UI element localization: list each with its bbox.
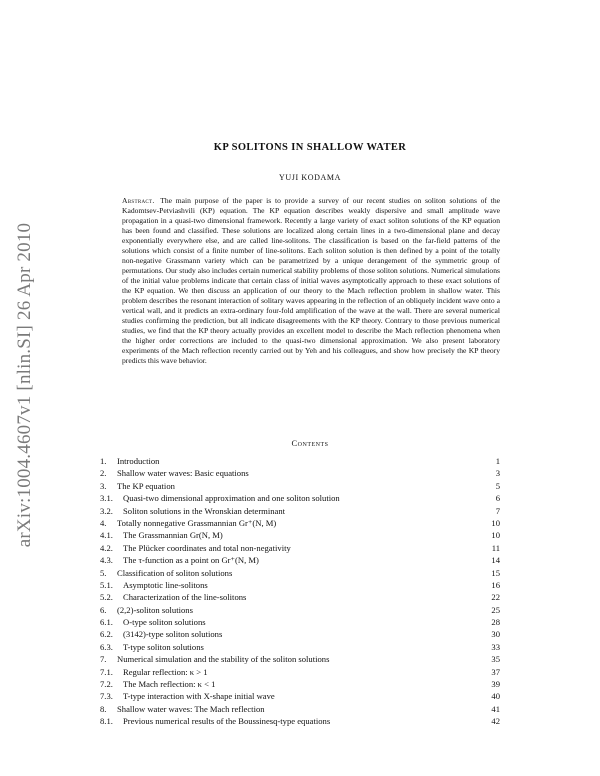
arxiv-identifier: arXiv:1004.4607v1 [nlin.SI] 26 Apr 2010: [14, 222, 36, 548]
abstract-text: The main purpose of the paper is to provide a survey of our recent studies on soliton solutions of the Kadomtsev-Petviashvili (KP) equation. The KP equation describes weakly dispersive and small amplitude wave propagation in a quasi-two dimensional framework. Recently a large variety of exact soliton solutions of the KP equation has been found and classified. These solutions are localized along certain lines in a two-dimensional plane and decay exponentially everywhere else, and are called line-solitons. The classification is based on the far-field patterns of the solutions which consist of a finite number of line-solitons. Each soliton solution is then defined by a point of the totally non-negative Grassmann variety which can be parametrized by a unique derangement of the symmetric group of permutations. Our study also includes certain numerical stability problems of those soliton solutions. Numerical simulations of the initial value problems indicate that certain class of initial waves asymptotically approach to these exact solutions of the KP equation. We then discuss an application of our theory to the Mach reflection problem in shallow water. This problem describes the resonant interaction of solitary waves appearing in the reflection of an obliquely incident wave onto a vertical wall, and it predicts an extra-ordinary four-fold amplification of the wave at the wall. There are several numerical studies confirming the prediction, but all indicate disagreements with the KP theory. Contrary to those previous numerical studies, we find that the KP theory actually provides an excellent model to describe the Mach reflection phenomena when the higher order corrections are included to the quasi-two dimensional approximation. We also present laboratory experiments of the Mach reflection recently carried out by Yeh and his colleagues, and show how precisely the KP theory predicts this wave behavior.: [122, 196, 500, 365]
toc-entry-number: 7.2.: [100, 679, 113, 690]
toc-entry-title: The Mach reflection: κ < 1: [123, 679, 216, 690]
toc-entry-number: 5.1.: [100, 579, 113, 590]
paper-title: KP SOLITONS IN SHALLOW WATER: [213, 142, 407, 153]
toc-entry-page: 16: [491, 579, 500, 590]
toc-entry-title: Quasi-two dimensional approximation and one soliton solution: [123, 493, 340, 504]
toc-entry-page: 11: [491, 542, 500, 553]
toc-entry-page: 3: [495, 468, 500, 479]
toc-entry[interactable]: [100, 480, 500, 492]
toc-entry-page: 39: [491, 679, 500, 690]
toc-entry-title: Regular reflection: κ > 1: [123, 666, 208, 677]
contents-heading: Contents: [291, 438, 329, 448]
toc-entry-title: Totally nonnegative Grassmannian Gr⁺(N, M): [117, 517, 277, 528]
toc-entry-title: (3142)-type soliton solutions: [123, 629, 223, 640]
toc-entry-page: 15: [491, 567, 500, 578]
toc-entry-page: 1: [495, 456, 500, 466]
toc-entry-page: 35: [491, 654, 500, 665]
toc-entry-number: 4.: [100, 517, 107, 528]
toc-entry-page: 42: [491, 716, 500, 727]
toc-entry-title: Classification of soliton solutions: [117, 567, 233, 578]
toc-entry-number: 3.: [100, 480, 107, 491]
toc-entry-page: 14: [491, 555, 500, 566]
toc-entry[interactable]: [100, 703, 500, 715]
toc-entry[interactable]: [100, 641, 500, 653]
toc-entry-number: 8.1.: [100, 716, 113, 727]
toc-entry-title: T-type soliton solutions: [123, 641, 204, 652]
toc-entry-number: 3.2.: [100, 505, 113, 516]
toc-entry-number: 7.3.: [100, 691, 113, 702]
toc-entry-title: The KP equation: [117, 480, 175, 491]
toc-entry-title: Shallow water waves: Basic equations: [117, 468, 249, 479]
toc-entry[interactable]: [100, 554, 500, 566]
toc-entry[interactable]: [100, 542, 500, 554]
toc-entry-title: Numerical simulation and the stability of the soliton solutions: [117, 654, 330, 665]
toc-entry[interactable]: [100, 505, 500, 517]
toc-entry-title: Introduction: [117, 456, 160, 466]
abstract: [122, 196, 500, 366]
toc-entry[interactable]: [100, 455, 500, 467]
abstract-label: Abstract.: [122, 196, 155, 205]
toc-entry-number: 6.3.: [100, 641, 113, 652]
toc-entry-page: 37: [491, 666, 500, 677]
toc-entry-page: 25: [491, 604, 500, 615]
toc-entry-number: 7.: [100, 654, 107, 665]
toc-entry[interactable]: [100, 653, 500, 665]
toc-entry[interactable]: [100, 467, 500, 479]
toc-entry-title: Characterization of the line-solitons: [123, 592, 247, 603]
toc-entry[interactable]: [100, 616, 500, 628]
toc-entry[interactable]: [100, 529, 500, 541]
toc-entry-number: 1.: [100, 456, 107, 466]
toc-entry-page: 5: [495, 480, 500, 491]
toc-entry-title: T-type interaction with X-shape initial wave: [123, 691, 275, 702]
toc-entry[interactable]: [100, 579, 500, 591]
toc-entry[interactable]: [100, 666, 500, 678]
toc-entry[interactable]: [100, 690, 500, 702]
arxiv-stamp: [14, 170, 36, 600]
toc-entry[interactable]: [100, 678, 500, 690]
toc-entry-number: 6.1.: [100, 617, 113, 628]
toc-entry-page: 6: [495, 493, 500, 504]
toc-entry[interactable]: [100, 591, 500, 603]
author-name: YUJI KODAMA: [279, 173, 341, 182]
toc-entry[interactable]: [100, 628, 500, 640]
toc-entry-page: 33: [491, 641, 500, 652]
toc-entry-page: 10: [491, 530, 500, 541]
toc-entry-number: 2.: [100, 468, 107, 479]
toc-entry-title: (2,2)-soliton solutions: [117, 604, 193, 615]
toc-entry-number: 6.: [100, 604, 107, 615]
toc-entry-number: 4.1.: [100, 530, 113, 541]
toc-entry-number: 6.2.: [100, 629, 113, 640]
toc-entry[interactable]: [100, 517, 500, 529]
toc-entry[interactable]: [100, 604, 500, 616]
toc-entry-number: 8.: [100, 703, 107, 714]
toc-entry-title: O-type soliton solutions: [123, 617, 206, 628]
toc-entry-title: Asymptotic line-solitons: [123, 579, 208, 590]
toc-entry-number: 5.2.: [100, 592, 113, 603]
toc-entry[interactable]: [100, 492, 500, 504]
toc-entry-title: Soliton solutions in the Wronskian determinant: [123, 505, 286, 516]
toc-entry-title: The Grassmannian Gr(N, M): [123, 530, 223, 541]
toc-entry-page: 10: [491, 517, 500, 528]
toc-entry-title: Previous numerical results of the Boussinesq-type equations: [123, 716, 331, 727]
toc-entry-title: The Plücker coordinates and total non-negativity: [123, 542, 291, 553]
toc-entry-page: 41: [491, 703, 500, 714]
toc-entry-number: 4.3.: [100, 555, 113, 566]
toc-entry-number: 3.1.: [100, 493, 113, 504]
toc-entry-number: 5.: [100, 567, 107, 578]
toc-entry-page: 30: [491, 629, 500, 640]
toc-entry-page: 28: [491, 617, 500, 628]
toc-entry-number: 4.2.: [100, 542, 113, 553]
toc-entry-title: The τ-function as a point on Gr⁺(N, M): [123, 555, 259, 566]
toc-entry-number: 7.1.: [100, 666, 113, 677]
toc-entry-page: 40: [491, 691, 500, 702]
toc-entry[interactable]: [100, 715, 500, 727]
toc-entry-page: 7: [495, 505, 500, 516]
toc-entry[interactable]: [100, 567, 500, 579]
toc-entry-title: Shallow water waves: The Mach reflection: [117, 703, 265, 714]
table-of-contents: [100, 455, 500, 728]
toc-entry-page: 22: [491, 592, 500, 603]
